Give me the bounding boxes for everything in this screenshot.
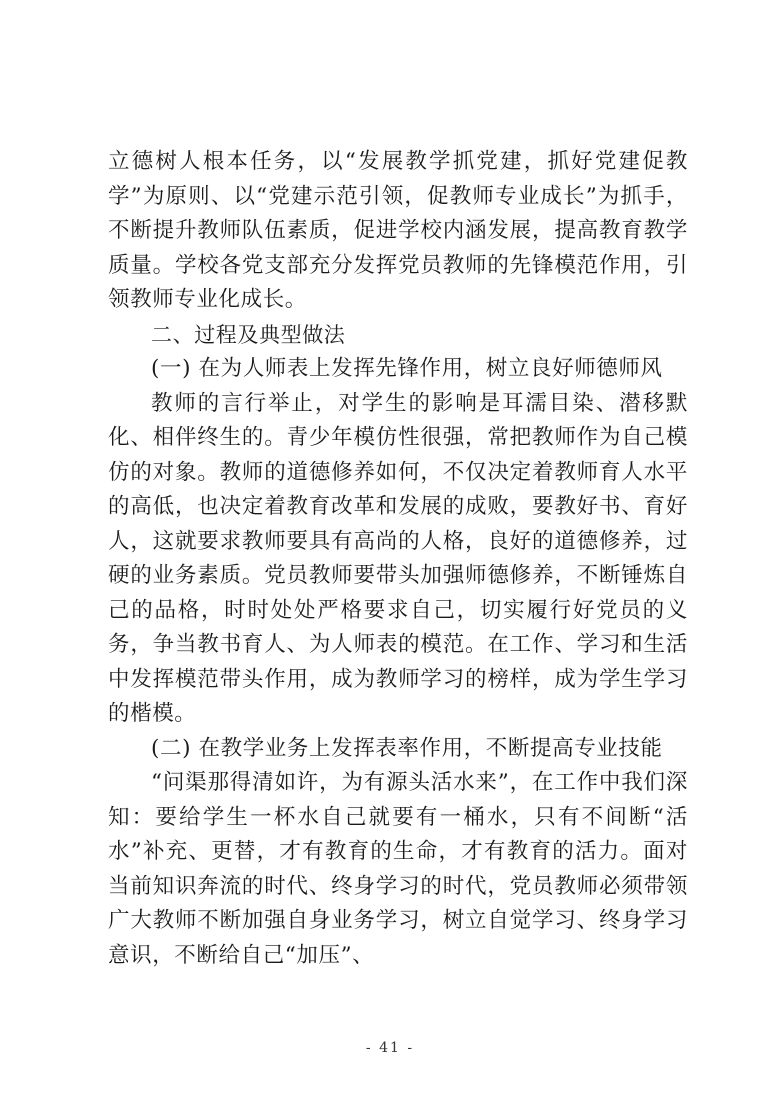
paragraph-teacher-ethics: 教师的言行举止，对学生的影响是耳濡目染、潜移默化、相伴终生的。青少年模仿性很强，常把教师作为自己模仿的对象。教师的道德修养如何，不仅决定着教师育人水平的高低，也决定着教育改革和发展的成败，要教好书、育好人，这就要求教师要具有高尚的人格，良好的道德修养，过硬的业务素质。党员教师要带头加强师德修养，不断锤炼自己的品格，时时处处严格要求自己，切实履行好党员的义务，争当教书育人、为人师表的模范。在工作、学习和生活中发挥模范带头作用，成为教师学习的榜样，成为学生学习的楷模。: [108, 390, 688, 726]
subsection-heading-2: (二) 在教学业务上发挥表率作用，不断提高专业技能: [151, 735, 663, 761]
paragraph-intro: 立德树人根本任务，以“发展教学抓党建，抓好党建促教学”为原则、以“党建示范引领，促教师专业成长”为抓手，不断提升教师队伍素质，促进学校内涵发展，提高教育教学质量。学校各党支部充分发挥党员教师的先锋模范作用，引领教师专业化成长。: [108, 149, 688, 312]
page-number: - 41 -: [365, 1040, 415, 1056]
paragraph-professional-skills: “问渠那得清如许，为有源头活水来”，在工作中我们深知：要给学生一杯水自己就要有一桶水，只有不间断“活水”补充、更替，才有教育的生命，才有教育的活力。面对当前知识奔流的时代、终身学习的时代，党员教师必须带领广大教师不断加强自身业务学习，树立自觉学习、终身学习意识，不断给自己“加压”、: [108, 770, 688, 968]
subsection-heading-1: (一) 在为人师表上发挥先锋作用，树立良好师德师风: [151, 356, 663, 381]
document-body: [108, 145, 688, 973]
section-heading-process: 二、过程及典型做法: [151, 322, 346, 347]
